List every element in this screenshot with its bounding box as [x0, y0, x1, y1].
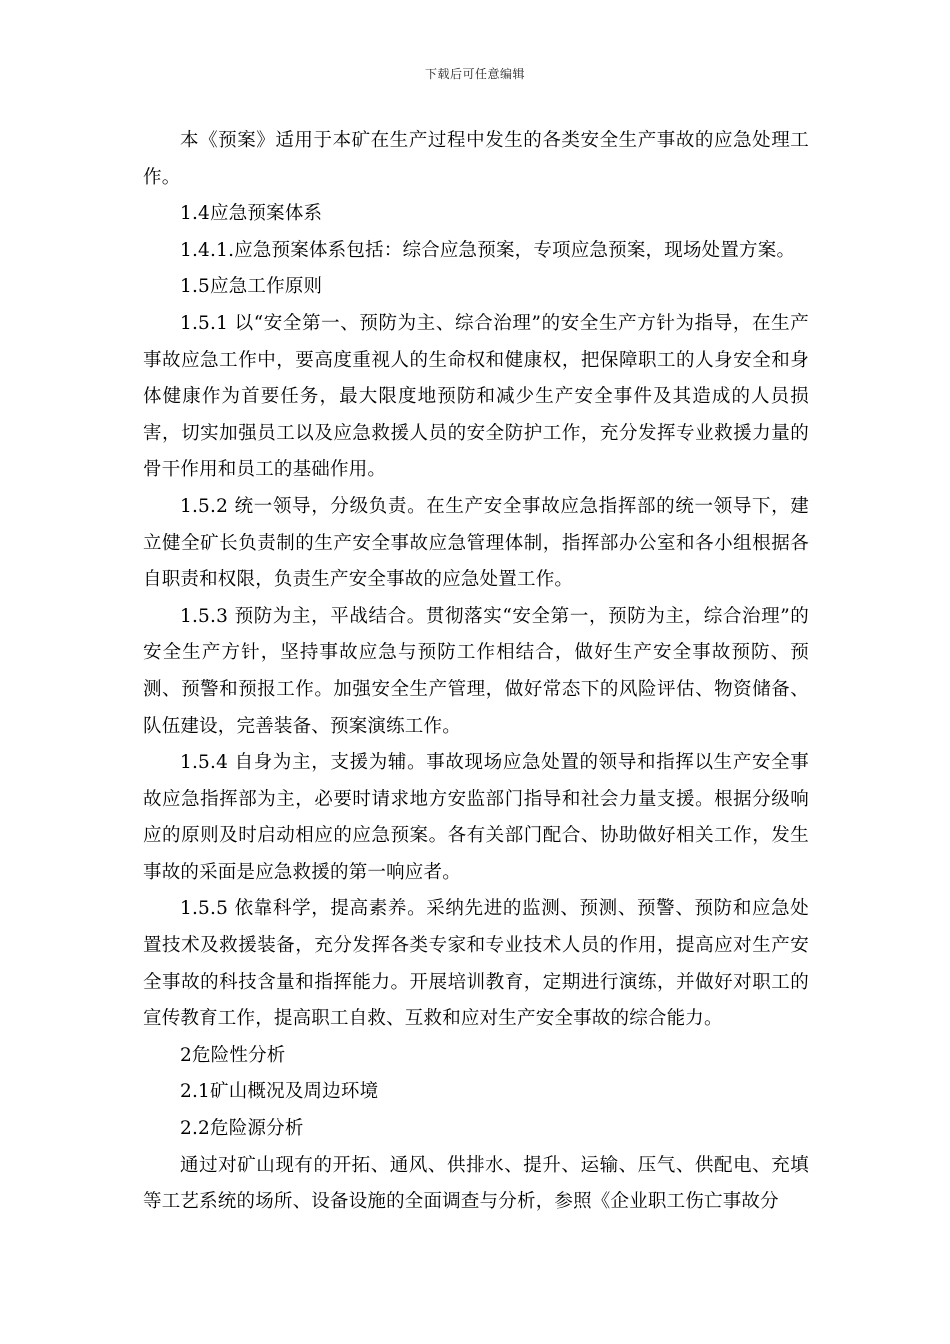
paragraph-1-5-3: 1.5.3 预防为主，平战结合。贯彻落实“安全第一，预防为主，综合治理”的安全生产方针，坚持事故应急与预防工作相结合，做好生产安全事故预防、预测、预警和预报工作。加强安全生产管理，做好常态下的风险评估、物资储备、队伍建设，完善装备、预案演练工作。	[143, 605, 809, 737]
heading-2: 2危险性分析	[180, 1044, 286, 1066]
paragraph-hazard-analysis: 通过对矿山现有的开拓、通风、供排水、提升、运输、压气、供配电、充填等工艺系统的场所、设备设施的全面调查与分析，参照《企业职工伤亡事故分	[143, 1154, 809, 1213]
document-body	[143, 123, 809, 1221]
heading-1-4: 1.4应急预案体系	[180, 203, 323, 225]
paragraph-1-5-2: 1.5.2 统一领导，分级负责。在生产安全事故应急指挥部的统一领导下，建立健全矿长负责制的生产安全事故应急管理体制，指挥部办公室和各小组根据各自职责和权限，负责生产安全事故的应急处置工作。	[143, 495, 809, 591]
paragraph-scope: 本《预案》适用于本矿在生产过程中发生的各类安全生产事故的应急处理工作。	[143, 130, 809, 188]
heading-2-1: 2.1矿山概况及周边环境	[180, 1081, 379, 1103]
paragraph-1-4-1: 1.4.1.应急预案体系包括：综合应急预案，专项应急预案，现场处置方案。	[180, 239, 796, 261]
paragraph-1-5-4: 1.5.4 自身为主，支援为辅。事故现场应急处置的领导和指挥以生产安全事故应急指挥部为主，必要时请求地方安监部门指导和社会力量支援。根据分级响应的原则及时启动相应的应急预案。各有关部门配合、协助做好相关工作，发生事故的采面是应急救援的第一响应者。	[143, 752, 809, 883]
header-note: 下载后可任意编辑	[424, 67, 525, 81]
heading-2-2: 2.2危险源分析	[180, 1118, 304, 1140]
paragraph-1-5-5: 1.5.5 依靠科学，提高素养。采纳先进的监测、预测、预警、预防和应急处置技术及救援装备，充分发挥各类专家和专业技术人员的作用，提高应对生产安全事故的科技含量和指挥能力。开展培训教育，定期进行演练，并做好对职工的宣传教育工作，提高职工自救、互救和应对生产安全事故的综合能力。	[143, 898, 809, 1030]
paragraph-1-5-1: 1.5.1 以“安全第一、预防为主、综合治理”的安全生产方针为指导，在生产事故应急工作中，要高度重视人的生命权和健康权，把保障职工的人身安全和身体健康作为首要任务，最大限度地预防和减少生产安全事件及其造成的人员损害，切实加强员工以及应急救援人员的安全防护工作，充分发挥专业救援力量的骨干作用和员工的基础作用。	[143, 312, 809, 481]
heading-1-5: 1.5应急工作原则	[180, 276, 323, 298]
